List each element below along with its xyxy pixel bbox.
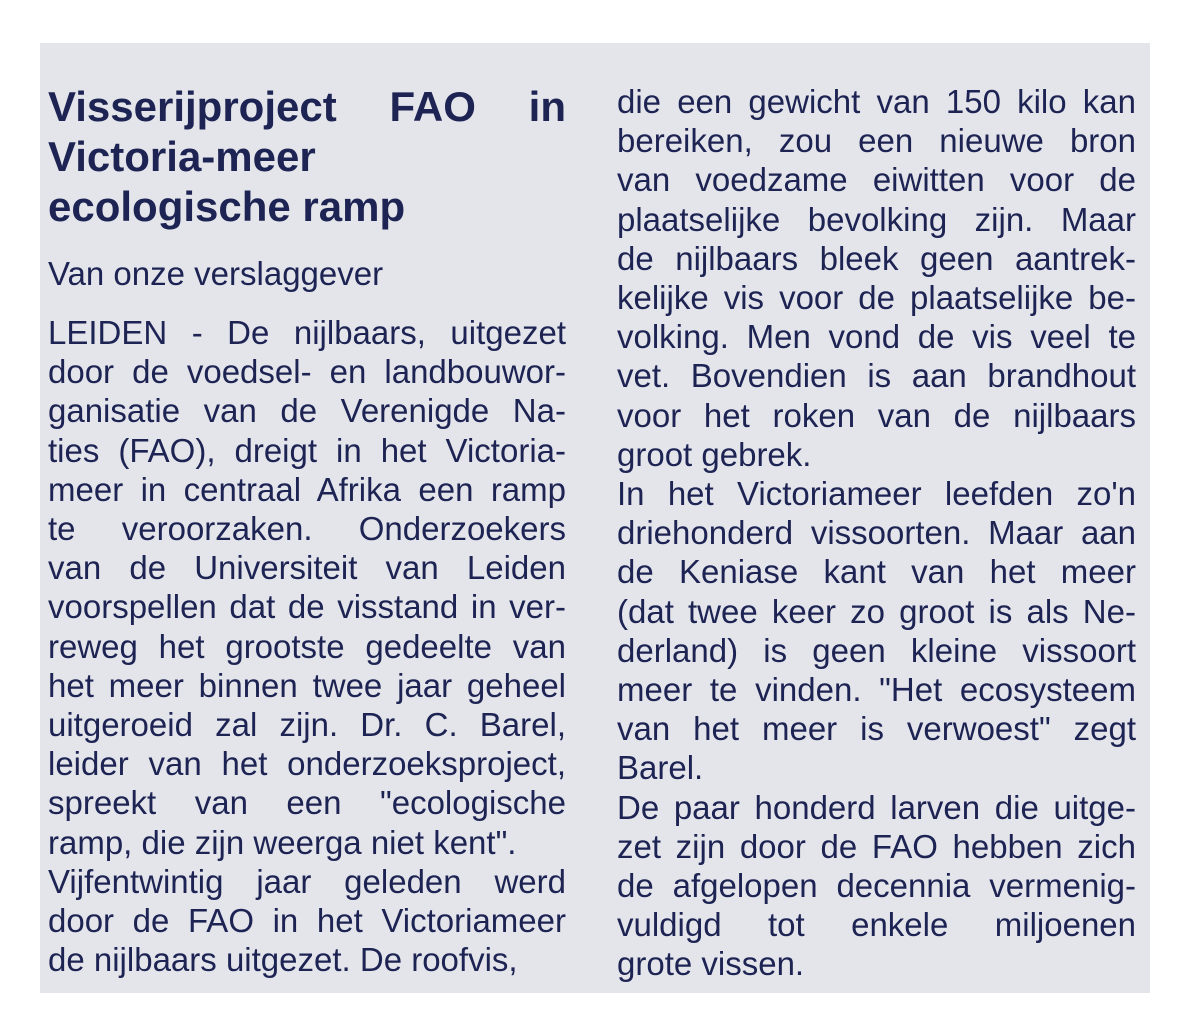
paragraph bbox=[617, 474, 1136, 788]
body-line: voor het roken van de nijlbaars bbox=[617, 396, 1136, 434]
body-line: LEIDEN - De nijlbaars, uitgezet bbox=[48, 314, 566, 351]
body-line: reweg het grootste gedeelte van bbox=[48, 627, 566, 665]
paragraph bbox=[617, 788, 1136, 984]
body-line: ganisatie van de Verenigde Na- bbox=[48, 392, 566, 430]
body-line: door de FAO in het Victoriameer bbox=[48, 902, 566, 940]
body-line: meer in centraal Afrika een ramp bbox=[48, 470, 566, 508]
body-line: ties (FAO), dreigt in het Victoria- bbox=[48, 431, 566, 469]
body-line: leider van het onderzoeksproject, bbox=[48, 745, 566, 783]
body-line: voorspellen dat de visstand in ver- bbox=[48, 588, 566, 626]
body-line: de Keniase kant van het meer bbox=[617, 553, 1136, 591]
body-line: de afgelopen decennia vermenig- bbox=[617, 867, 1136, 905]
body-line: van voedzame eiwitten voor de bbox=[617, 161, 1136, 199]
body-line: volking. Men vond de vis veel te bbox=[617, 318, 1136, 356]
paragraph bbox=[617, 82, 1136, 474]
body-line: de nijlbaars uitgezet. De roofvis, bbox=[48, 941, 518, 979]
body-line: (dat twee keer zo groot is als Ne- bbox=[617, 592, 1136, 630]
paragraph bbox=[48, 313, 566, 862]
body-line: zet zijn door de FAO hebben zich bbox=[617, 827, 1136, 865]
body-line: van de Universiteit van Leiden bbox=[48, 549, 566, 587]
body-line: het meer binnen twee jaar geheel bbox=[48, 666, 566, 704]
body-line: die een gewicht van 150 kilo kan bbox=[617, 83, 1136, 120]
body-line: Barel. bbox=[617, 749, 704, 787]
body-line: grote vissen. bbox=[617, 945, 805, 983]
title-line: Visserijproject FAO in bbox=[48, 83, 566, 130]
left-column bbox=[48, 313, 566, 979]
body-line: uitgeroeid zal zijn. Dr. C. Barel, bbox=[48, 706, 566, 744]
body-line: driehonderd vissoorten. Maar aan bbox=[617, 514, 1136, 552]
body-line: vet. Bovendien is aan brandhout bbox=[617, 357, 1136, 395]
body-line: In het Victoriameer leefden zo'n bbox=[617, 475, 1136, 513]
body-line: spreekt van een "ecologische bbox=[48, 784, 566, 822]
body-line: kelijke vis voor de plaatselijke be- bbox=[617, 279, 1136, 317]
article-title bbox=[48, 82, 566, 232]
body-line: plaatselijke bevolking zijn. Maar bbox=[617, 200, 1136, 238]
title-line: ecologische ramp bbox=[48, 183, 406, 230]
title-line: Victoria-meer bbox=[48, 133, 316, 180]
body-line: ramp, die zijn weerga niet kent". bbox=[48, 823, 517, 861]
body-line: bereiken, zou een nieuwe bron bbox=[617, 122, 1136, 160]
paragraph bbox=[48, 862, 566, 980]
right-column bbox=[617, 82, 1136, 984]
body-line: van het meer is verwoest" zegt bbox=[617, 710, 1136, 748]
body-line: Vijfentwintig jaar geleden werd bbox=[48, 862, 566, 900]
body-line: vuldigd tot enkele miljoenen bbox=[617, 906, 1136, 944]
byline: Van onze verslaggever bbox=[48, 255, 384, 292]
body-line: meer te vinden. "Het ecosysteem bbox=[617, 671, 1136, 709]
body-line: De paar honderd larven die uitge- bbox=[617, 788, 1136, 826]
body-line: derland) is geen kleine vissoort bbox=[617, 631, 1136, 669]
body-line: te veroorzaken. Onderzoekers bbox=[48, 510, 566, 548]
body-line: de nijlbaars bleek geen aantrek- bbox=[617, 239, 1136, 277]
body-line: door de voedsel- en landbouwor- bbox=[48, 353, 566, 391]
body-line: groot gebrek. bbox=[617, 435, 812, 473]
